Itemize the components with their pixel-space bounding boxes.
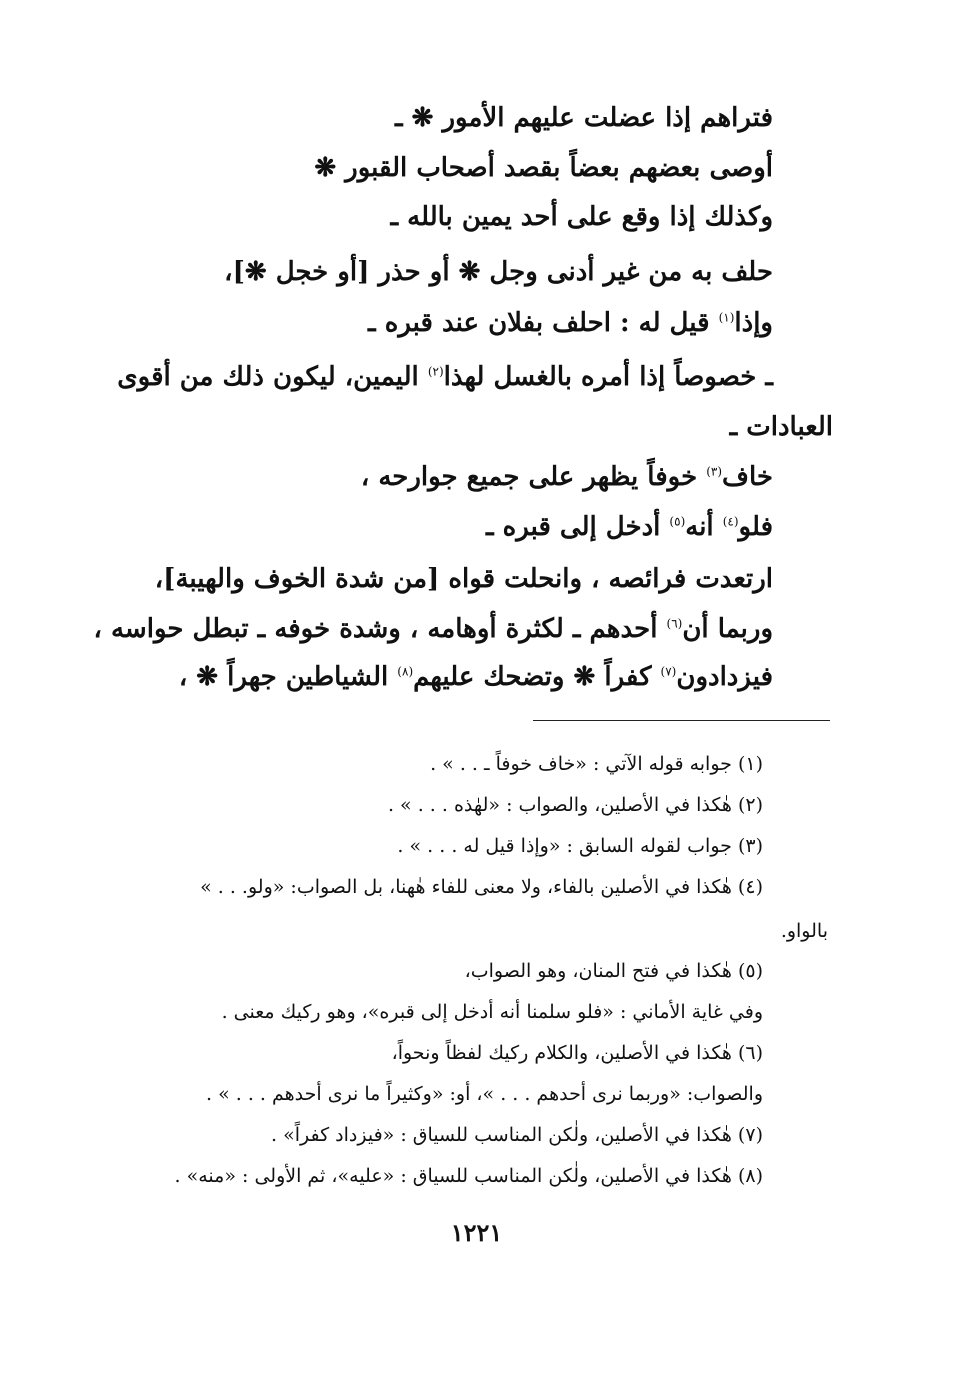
footnote-8: (٨) هٰكذا في الأصلين، ولٰكن المناسب للسياق : «عليه»، ثم الأولى : «منه» .	[174, 1165, 763, 1187]
footnote-7: (٧) هٰكذا في الأصلين، ولٰكن المناسب للسياق : «فيزداد كفراً» .	[271, 1124, 763, 1146]
verse-line-11	[94, 612, 773, 646]
text-segment: وربما أن	[682, 614, 773, 644]
text-segment: خوفاً يظهر على جميع جوارحه ،	[360, 462, 707, 492]
footnote-ref: (٨)	[397, 664, 414, 679]
footnote-6: (٦) هٰكذا في الأصلين، والكلام ركيك لفظاً ونحواً،	[391, 1042, 763, 1064]
verse-line-4: حلف به من غير أدنى وجل ❋ أو حذر [أو خجل ❋]،	[224, 257, 773, 287]
footnote-6-continuation: والصواب: «وربما نرى أحدهم . . . »، أو: «وكثيراً ما نرى أحدهم . . . » .	[206, 1083, 763, 1105]
footnote-4: (٤) هٰكذا في الأصلين بالفاء، ولا معنى للفاء هٰهنا، بل الصواب: «ولو. . . »	[200, 876, 763, 898]
footnote-ref: (٥)	[669, 514, 686, 529]
text-segment: كفراً ❋ وتضحك عليهم	[413, 662, 661, 692]
footnote-1: (١) جوابه قوله الآتي : «خاف خوفاً ـ . . » .	[430, 753, 763, 775]
verse-line-1: فتراهم إذا عضلت عليهم الأمور ❋ ـ	[394, 103, 773, 133]
footnote-separator	[533, 720, 830, 721]
verse-line-10: ارتعدت فرائصه ، وانحلت قواه [من شدة الخوف والهيبة]،	[154, 564, 773, 594]
text-segment: قيل له : احلف بفلان عند قبره ـ	[368, 308, 719, 338]
footnote-5: (٥) هٰكذا في فتح المنان، وهو الصواب،	[464, 960, 763, 982]
verse-line-3: وكذلك إذا وقع على أحد يمين بالله ـ	[390, 202, 773, 232]
text-segment: أدخل إلى قبره ـ	[485, 512, 670, 542]
footnote-3: (٣) جواب لقوله السابق : «وإذا قيل له . . . » .	[397, 835, 763, 857]
text-segment: خاف	[722, 462, 773, 492]
footnote-ref: (٦)	[666, 616, 683, 631]
verse-line-9	[486, 510, 773, 544]
footnote-5-continuation: وفي غاية الأماني : «فلو سلمنا أنه أدخل إلى قبره»، وهو ركيك معنى .	[221, 1001, 763, 1023]
footnote-ref: (٧)	[660, 664, 677, 679]
text-segment: وإذا	[734, 308, 773, 338]
page-number: ١٢٢١	[450, 1218, 503, 1247]
text-segment: ـ خصوصاً إذا أمره بالغسل لهذا	[443, 362, 773, 392]
text-segment: اليمين، ليكون ذلك من أقوى	[117, 362, 428, 392]
footnote-2: (٢) هٰكذا في الأصلين، والصواب : «لهٰذه . . . » .	[387, 794, 763, 816]
text-segment: فلو	[738, 512, 773, 542]
footnote-ref: (٣)	[706, 464, 723, 479]
footnote-ref: (٤)	[722, 514, 739, 529]
footnote-4-continuation: بالواو.	[780, 920, 828, 942]
text-segment: الشياطين جهراً ❋ ،	[178, 662, 398, 692]
text-segment: أنه	[685, 512, 723, 542]
verse-line-12	[179, 660, 773, 694]
verse-line-2: أوصى بعضهم بعضاً بقصد أصحاب القبور ❋	[314, 153, 773, 183]
footnote-ref: (١)	[718, 310, 735, 325]
text-segment: فيزدادون	[676, 662, 773, 692]
footnote-ref: (٢)	[427, 364, 444, 379]
text-segment: أحدهم ـ لكثرة أوهامه ، وشدة خوفه ـ تبطل حواسه ،	[93, 614, 667, 644]
verse-line-6	[118, 360, 773, 394]
verse-line-5	[368, 306, 773, 340]
verse-line-7: العبادات ـ	[729, 412, 833, 442]
verse-line-8	[361, 460, 773, 494]
